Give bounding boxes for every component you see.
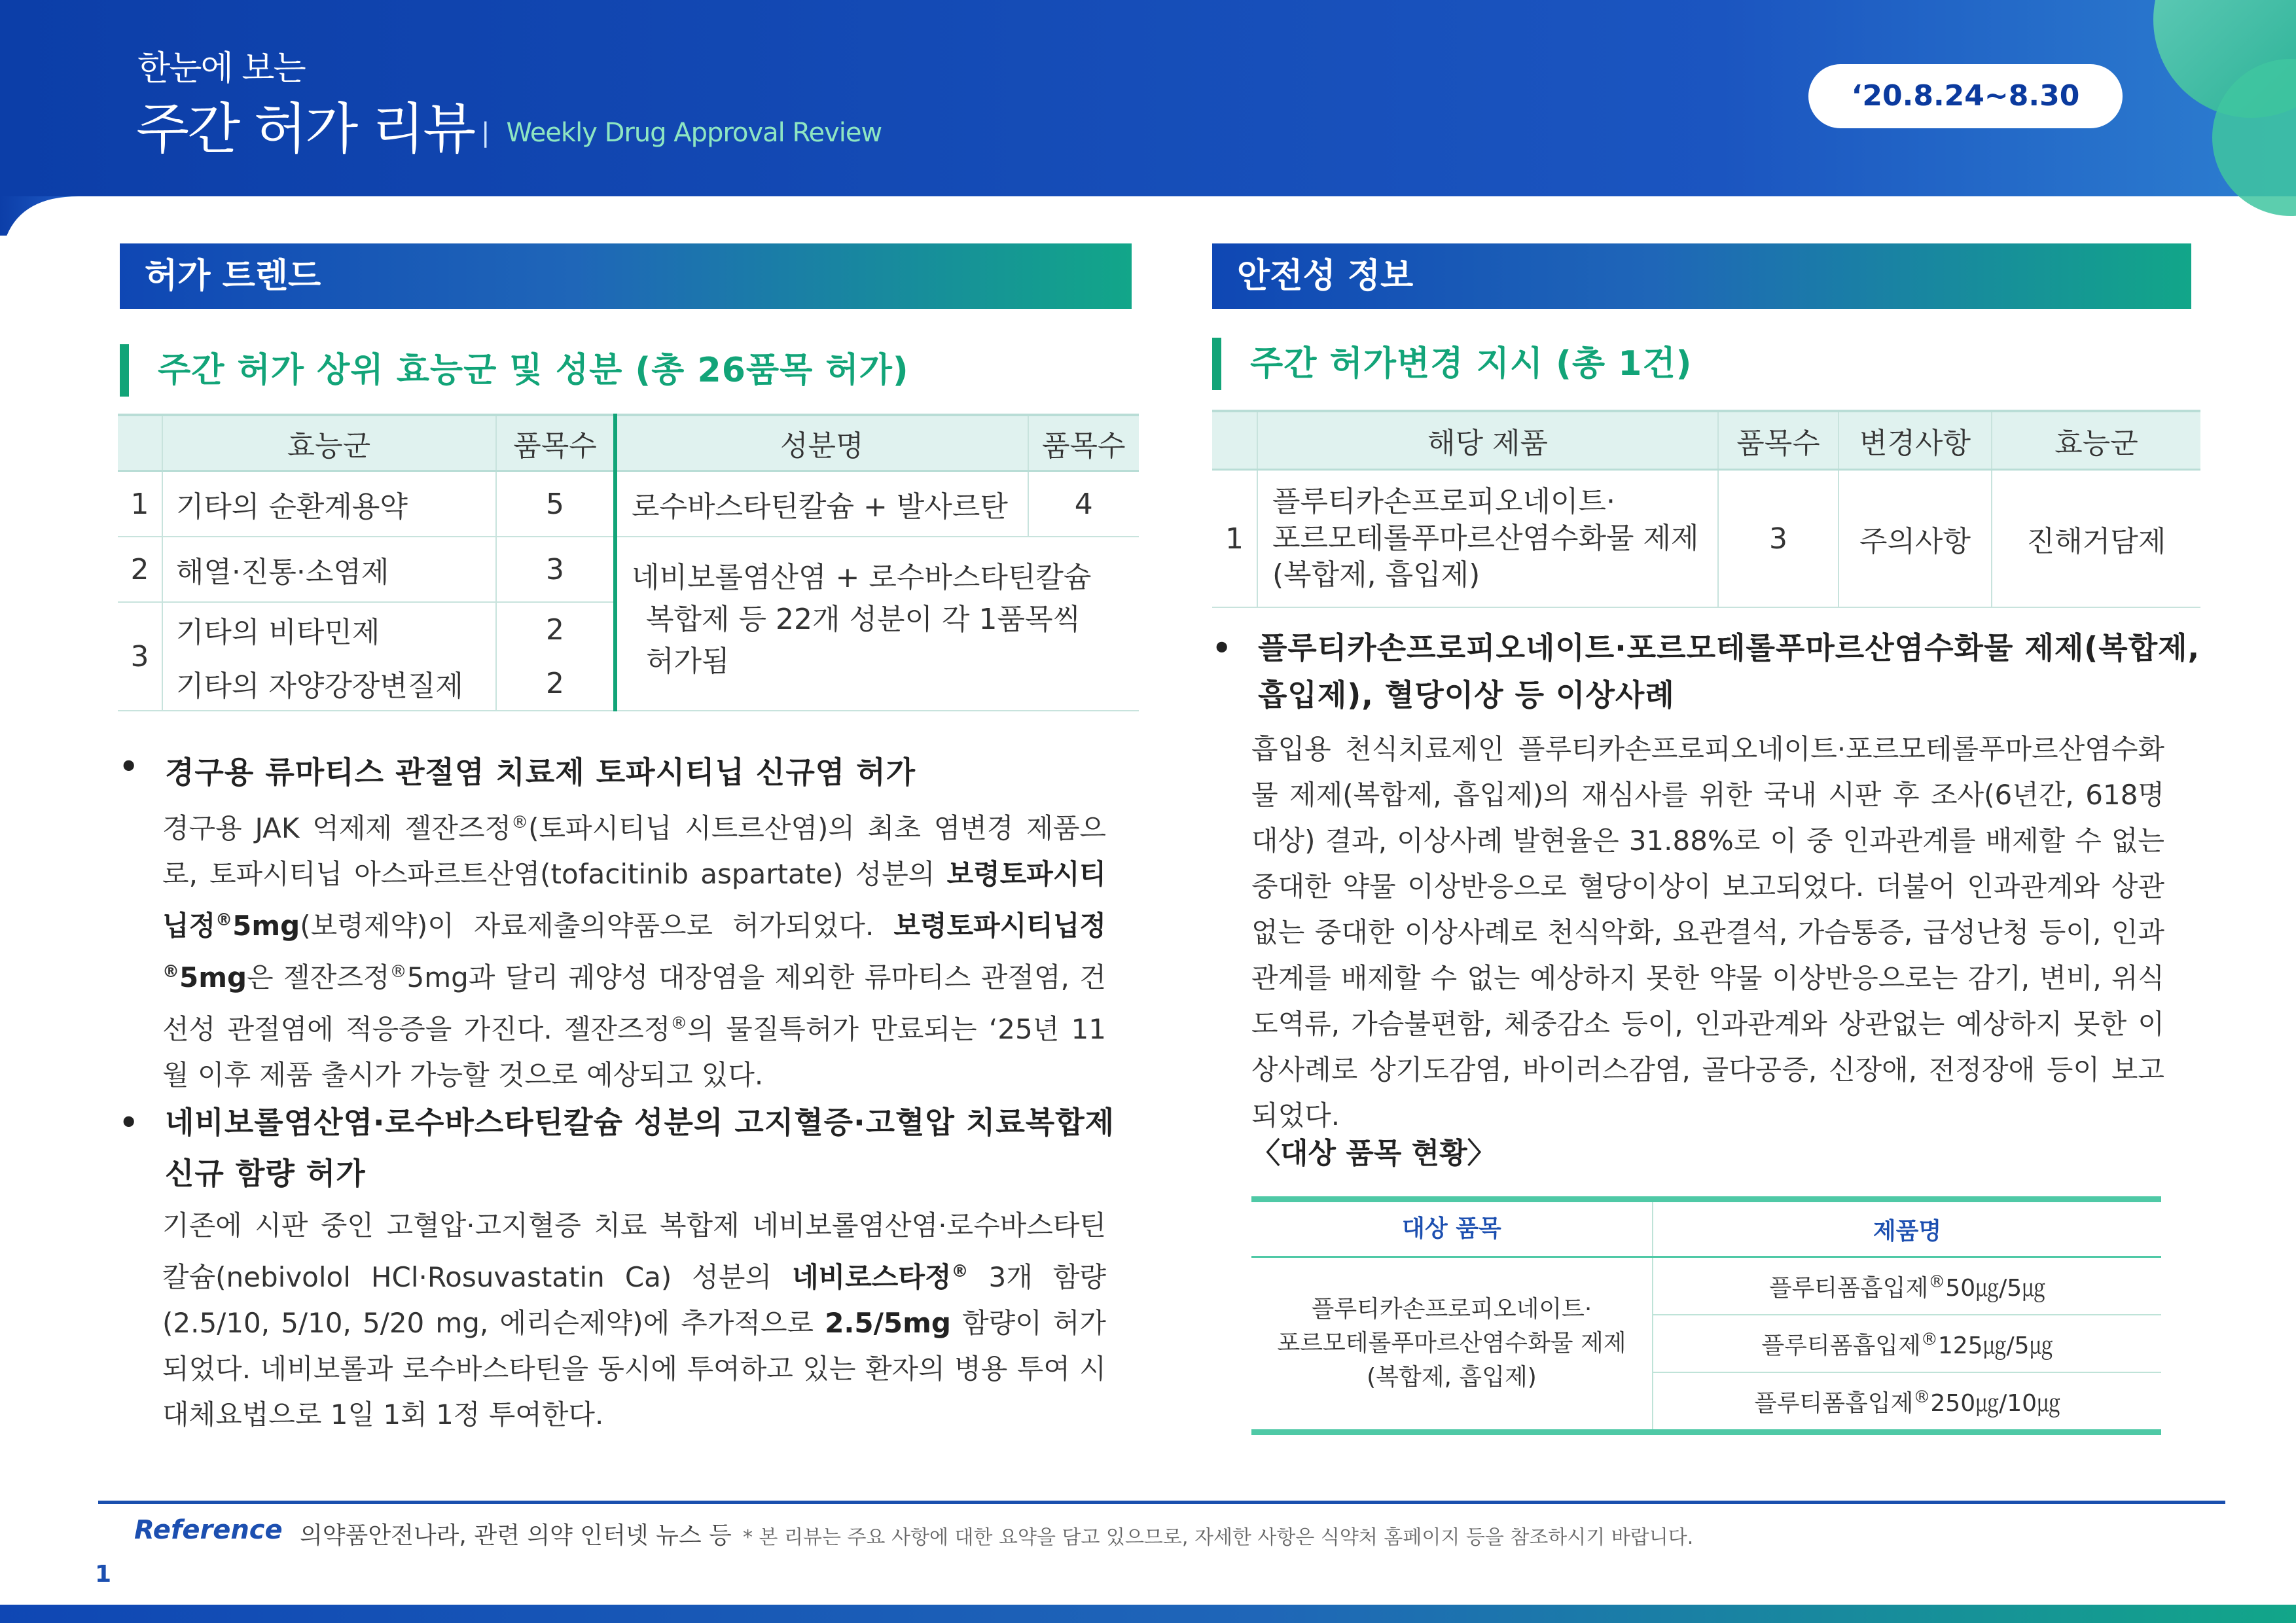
bullet-heading-tofacitinib [119,749,916,792]
label-change-table [1212,410,2200,608]
product-name-cell [1653,1372,2161,1433]
table-header-row [1251,1200,2161,1257]
table-header-efficacy: 효능군 [1992,411,2200,470]
registered-mark: ® [670,1014,688,1033]
product-name: 플루티폼흡입제 [1768,1274,1929,1302]
paragraph-text: 함량이 허가되었다. 네비보롤과 로수바스타틴을 동시에 투여하고 있는 환자의 병용 투여 시 대체요법으로 1일 1회 1정 투여한다. [162,1307,1107,1431]
product-cell [1257,470,1718,608]
efficacy-cell: 기타의 자양강장변질제 [162,656,496,711]
header-kicker: 한눈에 보는 [137,49,305,88]
paragraph-fluticasone: 흡입용 천식치료제인 플루티카손프로피오네이트·포르모테롤푸마르산염수화물 제제(복합제, 흡입제)의 재심사를 위한 국내 시판 후 조사(6년간, 618명 대상) 결과, 이상사례 발현율은 31.88%로 이 중 인과관계를 배제할 수 없는 중대한 약물 이상반응으로 혈당이상이 보고되었다. 더불어 인과관계와 상관없는 중대한 이상사례로 천식악화, 요관결석, 가슴통증, 급성난청 등이, 인과관계를 배제할 수 없는 예상하지 못한 약물 이상반응으로는 감기, 변비, 위식도역류, 가슴불편함, 체중감소 등이, 인과관계와 상관없는 예상하지 못한 이상사례로 상기도감염, 바이러스감염, 골다공증, 신장애, 전정장애 등이 보고되었다. [1251,733,2164,1132]
reference-text: 의약품안전나라, 관련 의약 인터넷 뉴스 등 [300,1522,732,1549]
efficacy-cell: 진해거담제 [1992,470,2200,608]
reference-label: Reference [134,1515,283,1545]
section-header-safety-info: 안전성 정보 [1212,243,2191,309]
paragraph-text: 3개 함량(2.5/10, 5/10, 5/20 mg, 에리슨제약)에 추가적으로 [162,1261,1107,1339]
row-number: 2 [118,537,162,602]
product-name-bold: 보령토파시티닙정 [893,910,1106,942]
count-cell: 5 [496,471,615,537]
header-subtitle [481,118,882,148]
table-header-count: 품목수 [1718,411,1839,470]
subheading-label-change: 주간 허가변경 지시 (총 1건) [1212,338,1692,390]
registered-mark: ® [1920,1329,1938,1349]
items-title: 〈대상 품목 현황〉 [1251,1137,1496,1170]
registered-mark: ® [1928,1272,1946,1292]
product-line: (복합제, 흡입제) [1272,558,1480,592]
efficacy-table [118,414,1139,711]
table-header-efficacy: 효능군 [162,415,496,471]
bullet-dot-icon: • [1212,630,1232,666]
bullet-heading-fluticasone [1212,624,2200,719]
count-cell: 2 [545,613,564,647]
bullet-heading-line: 네비보롤염산염·로수바스타틴칼슘 성분의 고지혈증·고혈압 치료복합제 [165,1105,1115,1140]
bullet-heading-nebivolol [119,1097,1115,1199]
registered-mark: ® [951,1262,969,1281]
registered-mark: ® [162,962,179,982]
product-dose: 50㎍/5㎍ [1945,1274,2046,1302]
table-header-no [118,415,162,471]
paragraph-text: 은 젤잔즈정 [247,961,390,993]
paragraph-text: (토파시티닙 시트르산염)의 최초 염변경 제품으로, 토파시티닙 아스파르트산염(tofacitinib aspartate) 성분의 [162,812,1106,890]
table-header-product: 해당 제품 [1257,411,1718,470]
paragraph-nebivolol [162,1203,1106,1438]
table-header-product-name: 제품명 [1653,1200,2161,1257]
target-cell [1251,1257,1653,1433]
table-header-ingredient-count: 품목수 [1028,415,1139,471]
table-header-target: 대상 품목 [1251,1200,1653,1257]
footer-divider [98,1501,2225,1504]
paragraph-text: 5mg과 달리 궤양성 대장염을 제외한 류마티스 관절염, 건선성 관절염에 적응증을 가진다. 젤잔즈정 [162,961,1106,1045]
product-line: 플루티카손프로피오네이트· [1272,485,1616,518]
paragraph-text: 기존에 시판 중인 고혈압·고지혈증 치료 복합제 네비보롤염산염·로수바스타틴칼슘(nebivolol HCl·Rosuvastatin Ca) 성분의 [162,1209,1106,1293]
table-row [118,537,1139,602]
product-name-cell [1653,1315,2161,1372]
efficacy-cell: 기타의 비타민제 [162,602,496,656]
merged-ingredient-cell [615,537,1139,711]
product-name-bold: 5mg [179,961,247,993]
table-header-count: 품목수 [496,415,615,471]
table-header-ingredient: 성분명 [615,415,1028,471]
dose-bold: 2.5/5mg [825,1307,951,1339]
footer-note: * 본 리뷰는 주요 사항에 대한 요약을 담고 있으므로, 자세한 사항은 식약처 홈페이지 등을 참조하시기 바랍니다. [743,1526,1694,1549]
count-cell: 2 [496,656,615,711]
bullet-heading-text: 경구용 류마티스 관절염 치료제 토파시티닙 신규염 허가 [165,755,916,790]
bullet-dot-icon: • [119,749,139,784]
footer-bar [0,1605,2296,1623]
row-number: 1 [118,471,162,537]
bullet-heading-line: 신규 함량 허가 [165,1156,366,1191]
merged-ingredient-line: 복합제 등 22개 성분이 각 1품목씩 [646,603,1081,636]
merged-ingredient-line: 허가됨 [646,645,730,678]
table-row [118,471,1139,537]
paragraph-text: 의 물질특허가 만료되는 ‘25년 11월 이후 제품 출시가 가능할 것으로 예상되고 있다. [162,1013,1107,1091]
target-line: 포르모테롤푸마르산염수화물 제제 [1277,1330,1626,1357]
paragraph-text: (보령제약)이 자료제출의약품으로 허가되었다. [300,910,894,942]
registered-mark: ® [389,962,407,982]
table-header-row [1212,411,2200,470]
header-title: 주간 허가 리뷰 [136,97,475,161]
registered-mark: ® [511,813,529,832]
date-range-badge: ‘20.8.24~8.30 [1808,64,2123,128]
bullet-heading-line: 흡입제), 혈당이상 등 이상사례 [1258,677,1675,713]
product-name-bold: 보령토파시티닙정 [162,858,1106,942]
row-number: 1 [1212,470,1257,608]
bullet-dot-icon: • [119,1105,139,1140]
paragraph-tofacitinib [162,800,1106,1098]
target-items-table [1251,1196,2161,1435]
header-subtitle-text: Weekly Drug Approval Review [506,118,882,148]
ingredient-cell: 로수바스타틴칼슘 + 발사르탄 [615,471,1028,537]
count-cell: 3 [1718,470,1839,608]
product-name-cell [1653,1257,2161,1315]
ingredient-count-cell: 4 [1028,471,1139,537]
change-cell: 주의사항 [1839,470,1992,608]
row-number: 3 [118,602,162,711]
efficacy-cell: 해열·진통·소염제 [162,537,496,602]
registered-mark: ® [215,910,233,930]
product-name: 플루티폼흡입제 [1753,1389,1914,1417]
bullet-heading-line: 플루티카손프로피오네이트·포르모테롤푸마르산염수화물 제제(복합제, [1258,630,2200,666]
page-number: 1 [95,1561,112,1588]
header-banner [0,0,2296,236]
merged-ingredient-line: 네비보롤염산염 + 로수바스타틴칼슘 [632,561,1092,594]
table-header-row [118,415,1139,471]
product-name: 플루티폼흡입제 [1761,1332,1921,1359]
section-header-approval-trend: 허가 트렌드 [120,243,1132,309]
table-header-no [1212,411,1257,470]
target-line: 플루티카손프로피오네이트· [1311,1296,1592,1323]
count-cell: 3 [496,537,615,602]
efficacy-cell: 기타의 순환계용약 [162,471,496,537]
product-name-bold: 네비로스타정 [792,1261,952,1293]
paragraph-text: 경구용 JAK 억제제 젤잔즈정 [162,812,512,844]
subheading-top-efficacy: 주간 허가 상위 효능군 및 성분 (총 26품목 허가) [120,344,909,397]
product-dose: 250㎍/10㎍ [1930,1389,2061,1417]
target-line: (복합제, 흡입제) [1367,1364,1537,1391]
product-dose: 125㎍/5㎍ [1937,1332,2053,1359]
table-row [1212,470,2200,608]
product-line: 포르모테롤푸마르산염수화물 제제 [1272,522,1699,555]
header-divider: | [481,118,490,148]
registered-mark: ® [1913,1387,1931,1407]
table-header-change: 변경사항 [1839,411,1992,470]
table-row [1251,1257,2161,1315]
product-name-bold: 5mg [232,910,300,942]
